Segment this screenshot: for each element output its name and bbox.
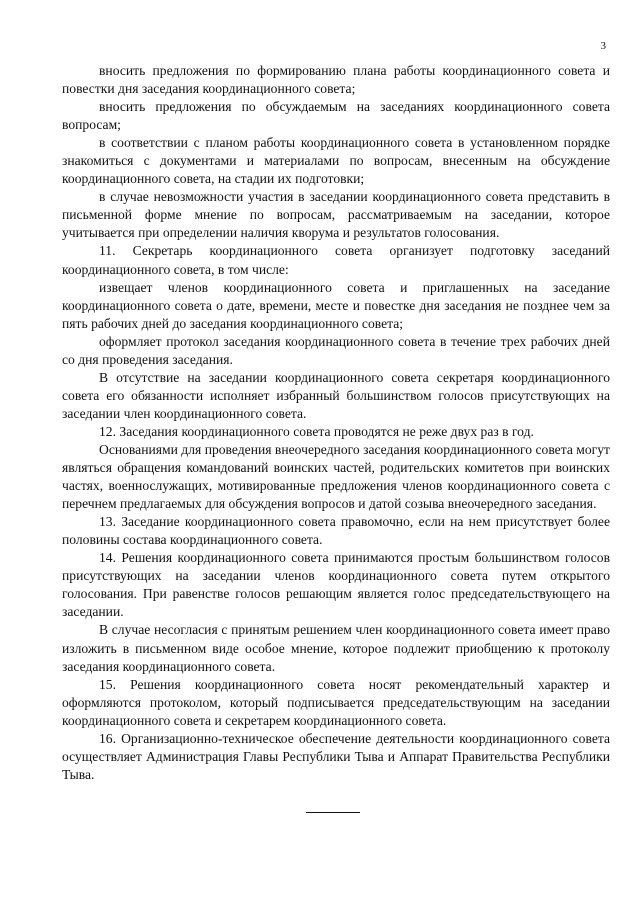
paragraph-item-11: 11. Секретарь координационного совета организует подготовку заседаний координационного совета, в том числе:: [62, 243, 610, 277]
paragraph-item-14: 14. Решения координационного совета принимаются простым большинством голосов присутствующих на заседании членов координационного совета путем открытого голосования. При равенстве голосов решающим является голос председательствующего на заседании.: [62, 550, 610, 620]
paragraph-item-15: 15. Решения координационного совета носят рекомендательный характер и оформляются протоколом, который подписывается председательствующим на заседании координационного совета и секретарем координационного совета.: [62, 676, 610, 728]
paragraph: Основаниями для проведения внеочередного заседания координационного совета могут являться обращения командований воинских частей, родительских комитетов при воинских частях, военнослужащих, мотивированные предложения членов координационного совета с перечнем предлагаемых для обсуждения вопросов и датой созыва внеочередного заседания.: [62, 441, 610, 512]
paragraph: в случае невозможности участия в заседании координационного совета представить в письменной форме мнение по вопросам, рассматриваемым на заседании, которое учитывается при определении наличия кворума и результатов голосования.: [62, 189, 610, 241]
document-body: [62, 62, 610, 784]
paragraph-item-12: 12. Заседания координационного совета проводятся не реже двух раз в год.: [99, 423, 534, 439]
paragraph: В случае несогласия с принятым решением член координационного совета имеет право изложить в письменном виде особое мнение, которое подлежит приобщению к протоколу заседания координационного совета.: [62, 622, 610, 674]
paragraph: вносить предложения по формированию плана работы координационного совета и повестки дня заседания координационного совета;: [62, 63, 610, 97]
paragraph: извещает членов координационного совета и приглашенных на заседание координационного совета о дате, времени, месте и повестке дня заседания не позднее чем за пять рабочих дней до заседания координационного совета;: [62, 279, 610, 331]
end-divider-line: [306, 812, 360, 813]
paragraph: в соответствии с планом работы координационного совета в установленном порядке знакомиться с документами и материалами по вопросам, внесенным на обсуждение координационного совета, на стадии их подготовки;: [62, 135, 610, 187]
paragraph-item-16: 16. Организационно-техническое обеспечение деятельности координационного совета осуществляет Администрация Главы Республики Тыва и Аппарат Правительства Республики Тыва.: [62, 730, 610, 782]
paragraph-item-13: 13. Заседание координационного совета правомочно, если на нем присутствует более половины состава координационного совета.: [62, 514, 610, 548]
page-number: 3: [600, 40, 606, 52]
paragraph: В отсутствие на заседании координационного совета секретаря координационного совета его обязанности исполняет избранный большинством голосов присутствующих на заседании член координационного совета.: [62, 369, 610, 421]
paragraph: оформляет протокол заседания координационного совета в течение трех рабочих дней со дня проведения заседания.: [62, 333, 610, 367]
paragraph: вносить предложения по обсуждаемым на заседаниях координационного совета вопросам;: [62, 99, 610, 133]
